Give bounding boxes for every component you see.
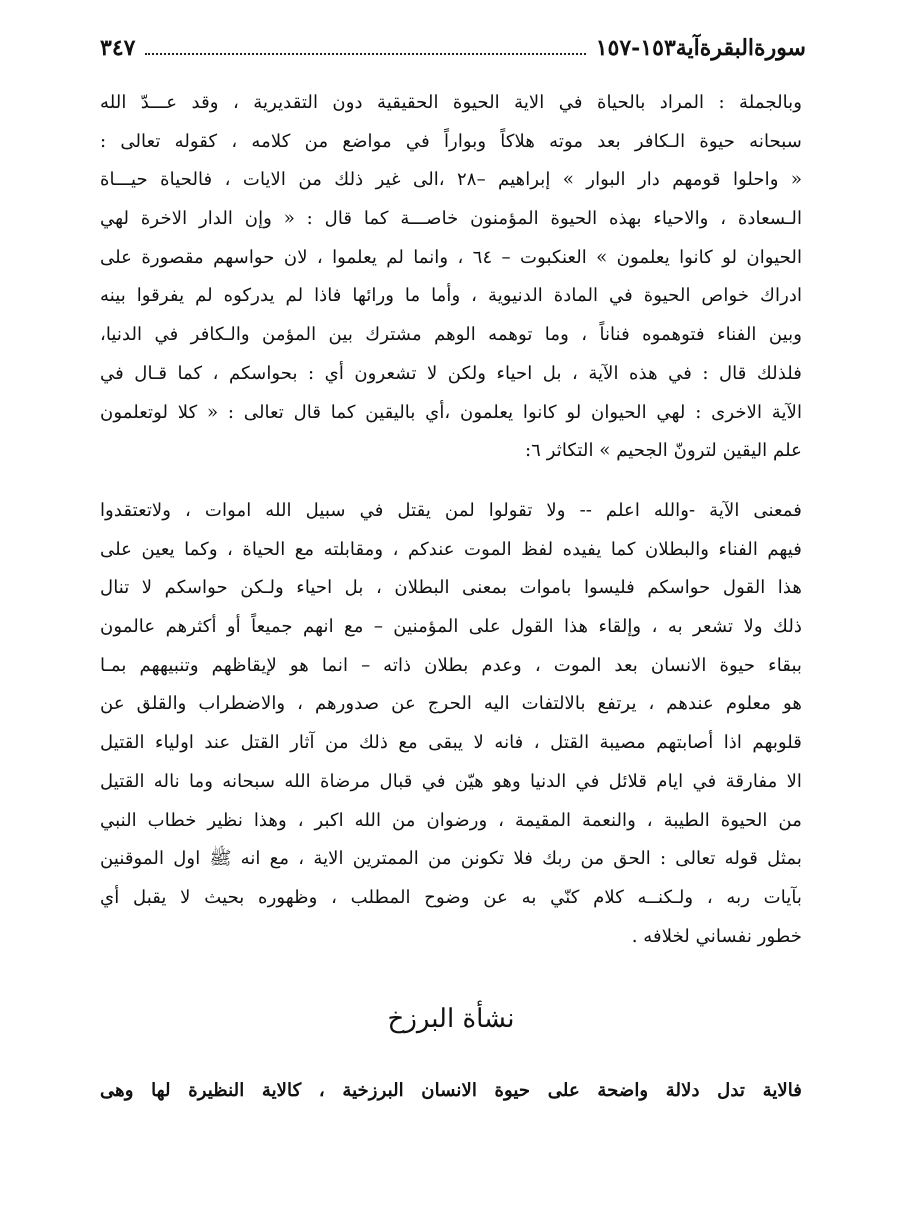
text-line: هو معلوم عندهم ، يرتفع بالالتفات اليه الحرج عن صدورهم ، والاضطراب والقلق عن: [100, 693, 802, 715]
text-line: فيهم الفناء والبطلان كما يفيده لفظ الموت عندكم ، ومقابلته مع الحياة ، وكما يعين على: [100, 538, 802, 560]
text-line: الحيوان لو كانوا يعلمون » العنكبوت – ٦٤ ، وانما لم يعلموا ، لان حواسهم مقصورة على: [100, 246, 803, 268]
text-line: الـسعادة ، والاحياء بهذه الحيوة المؤمنون خاصـــة كما قال : « وإن الدار الاخرة لهي: [100, 208, 802, 230]
text-line: وبالجملة : المراد بالحياة في الاية الحيوة الحقيقية دون التقديرية ، وقد عـــدّ الله: [100, 92, 802, 113]
text-line: من الحيوة الطيبة ، والنعمة المقيمة ، ورضوان من الله اكبر ، وهذا نظير خطاب النبي: [100, 809, 802, 831]
text-line: وبين الفناء فتوهموه فناناً ، وما توهمه الوهم مشترك بين المؤمن والـكافر في الدنيا،: [100, 324, 802, 346]
paragraph-2: [100, 492, 802, 956]
text-line: « واحلوا قومهم دار البوار » إبراهيم –٢٨ ،الى غير ذلك من الايات ، فالحياة حيـــاة: [100, 169, 802, 191]
surah-title: سورةالبقرةآية١٥٣-١٥٧: [595, 35, 806, 61]
text-line: بمثل قوله تعالى : الحق من ربك فلا تكونن من الممترين الاية ، مع انه ﷺ اول الموقنين: [100, 848, 802, 870]
text-line: ادراك خواص الحيوة في المادة الدنيوية ، وأما ما ورائها فاذا لم يدركوه لم يفرقوا بينه: [100, 285, 802, 307]
header-dotted-leader: [145, 53, 585, 55]
page-header: [100, 30, 806, 66]
text-line: علم اليقين لترونّ الجحيم » التكاثر ٦:: [525, 440, 802, 462]
text-line: فلذلك قال : في هذه الآية ، بل احياء ولكن لا تشعرون أي : بحواسكم ، كما قـال في: [100, 362, 802, 384]
text-line: فمعنى الآية -والله اعلم -- ولا تقولوا لمن يقتل في سبيل الله اموات ، ولاتعتقدوا: [100, 500, 802, 521]
text-line: بآيات ربه ، ولـكنــه كلام كنّي به عن وضوح المطلب ، وظهوره بحيث لا يقبل أي: [100, 886, 802, 908]
closing-line: فالاية تدل دلالة واضحة على حيوة الانسان البرزخية ، كالاية النظيرة لها وهى: [100, 1080, 802, 1101]
text-line: الا مفارقة في ايام قلائل في الدنيا وهو هيّن في قبال مرضاة الله سبحانه وما ناله القتيل: [100, 770, 802, 792]
page-number: ٣٤٧: [100, 35, 136, 61]
paragraph-1: [100, 84, 802, 471]
text-line: الآية الاخرى : لهي الحيوان لو كانوا يعلمون ،أي باليقين كما قال تعالى : « كلا لوتعلمون: [100, 401, 802, 423]
text-line: ذلك ولا تشعر به ، وإلقاء هذا القول على المؤمنين – مع انهم جميعاً أو أكثرهم عالمون: [100, 616, 802, 638]
text-line: ببقاء حيوة الانسان بعد الموت ، وعدم بطلان ذاته – انما هو لإيقاظهم وتنبيههم بمـا: [100, 654, 802, 676]
text-line: قلوبهم اذا أصابتهم مصيبة القتل ، فانه لا يبقى مع ذلك من آثار القتل عند اولياء القتيل: [100, 732, 802, 754]
text-line: هذا القول حواسكم فليسوا باموات بمعنى البطلان ، بل احياء ولـكن حواسكم لا تنال: [100, 577, 802, 599]
section-heading: نشأة البرزخ: [387, 1004, 515, 1034]
text-line: خطور نفساني لخلافه .: [631, 925, 802, 947]
text-line: سبحانه حيوة الـكافر بعد موته هلاكاً وبواراً في مواضع من كلامه ، كقوله تعالى :: [100, 130, 802, 152]
